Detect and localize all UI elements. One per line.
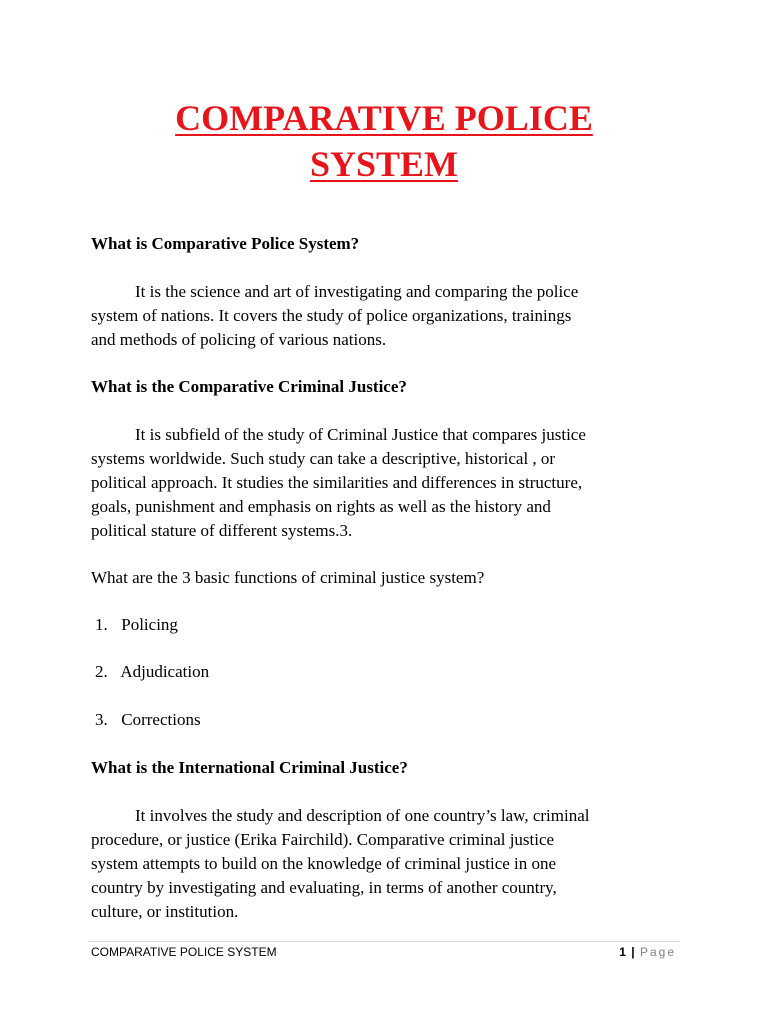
footer-separator: |: [631, 945, 635, 959]
paragraph-line: political approach. It studies the similarities and differences in structure,: [91, 473, 583, 492]
section-paragraph-comparative-criminal-justice: [91, 423, 681, 543]
footer-page-number: 1: [619, 945, 626, 959]
list-number: 1.: [95, 615, 108, 634]
paragraph-line: political stature of different systems.3.: [91, 521, 353, 540]
paragraph-line: procedure, or justice (Erika Fairchild). Comparative criminal justice: [91, 830, 555, 849]
paragraph-line: It involves the study and description of one country’s law, criminal: [135, 806, 590, 825]
paragraph-line: culture, or institution.: [91, 902, 239, 921]
footer-page-indicator: [619, 944, 676, 960]
list-label: Corrections: [121, 710, 201, 729]
list-item-policing: [95, 613, 178, 637]
list-item-adjudication: [95, 660, 209, 684]
section-heading-comparative-criminal-justice: What is the Comparative Criminal Justice?: [91, 377, 407, 396]
list-number: 2.: [95, 662, 108, 681]
functions-question: What are the 3 basic functions of criminal justice system?: [91, 568, 485, 587]
paragraph-line: goals, punishment and emphasis on rights as well as the history and: [91, 497, 551, 516]
title-line-1: COMPARATIVE POLICE: [175, 98, 593, 138]
paragraph-line: and methods of policing of various nations.: [91, 330, 387, 349]
section-paragraph-international-criminal-justice: [91, 804, 681, 924]
list-label: Policing: [121, 615, 178, 634]
title-line-2: SYSTEM: [309, 144, 459, 184]
section-paragraph-comparative-police-system: [91, 280, 681, 352]
paragraph-line: It is subfield of the study of Criminal Justice that compares justice: [135, 425, 586, 444]
list-number: 3.: [95, 710, 108, 729]
paragraph-line: system attempts to build on the knowledge of criminal justice in one: [91, 854, 557, 873]
section-heading-comparative-police-system: What is Comparative Police System?: [91, 234, 360, 253]
footer-page-word: Page: [639, 945, 676, 959]
footer-divider: [88, 941, 680, 942]
paragraph-line: It is the science and art of investigating and comparing the police: [135, 282, 579, 301]
paragraph-line: country by investigating and evaluating, in terms of another country,: [91, 878, 557, 897]
footer-document-title: COMPARATIVE POLICE SYSTEM: [91, 945, 277, 959]
paragraph-line: system of nations. It covers the study of police organizations, trainings: [91, 306, 572, 325]
list-item-corrections: [95, 708, 201, 732]
paragraph-line: systems worldwide. Such study can take a descriptive, historical , or: [91, 449, 556, 468]
section-heading-international-criminal-justice: What is the International Criminal Justice?: [91, 758, 408, 777]
document-title: [0, 95, 768, 187]
list-label: Adjudication: [120, 662, 210, 681]
